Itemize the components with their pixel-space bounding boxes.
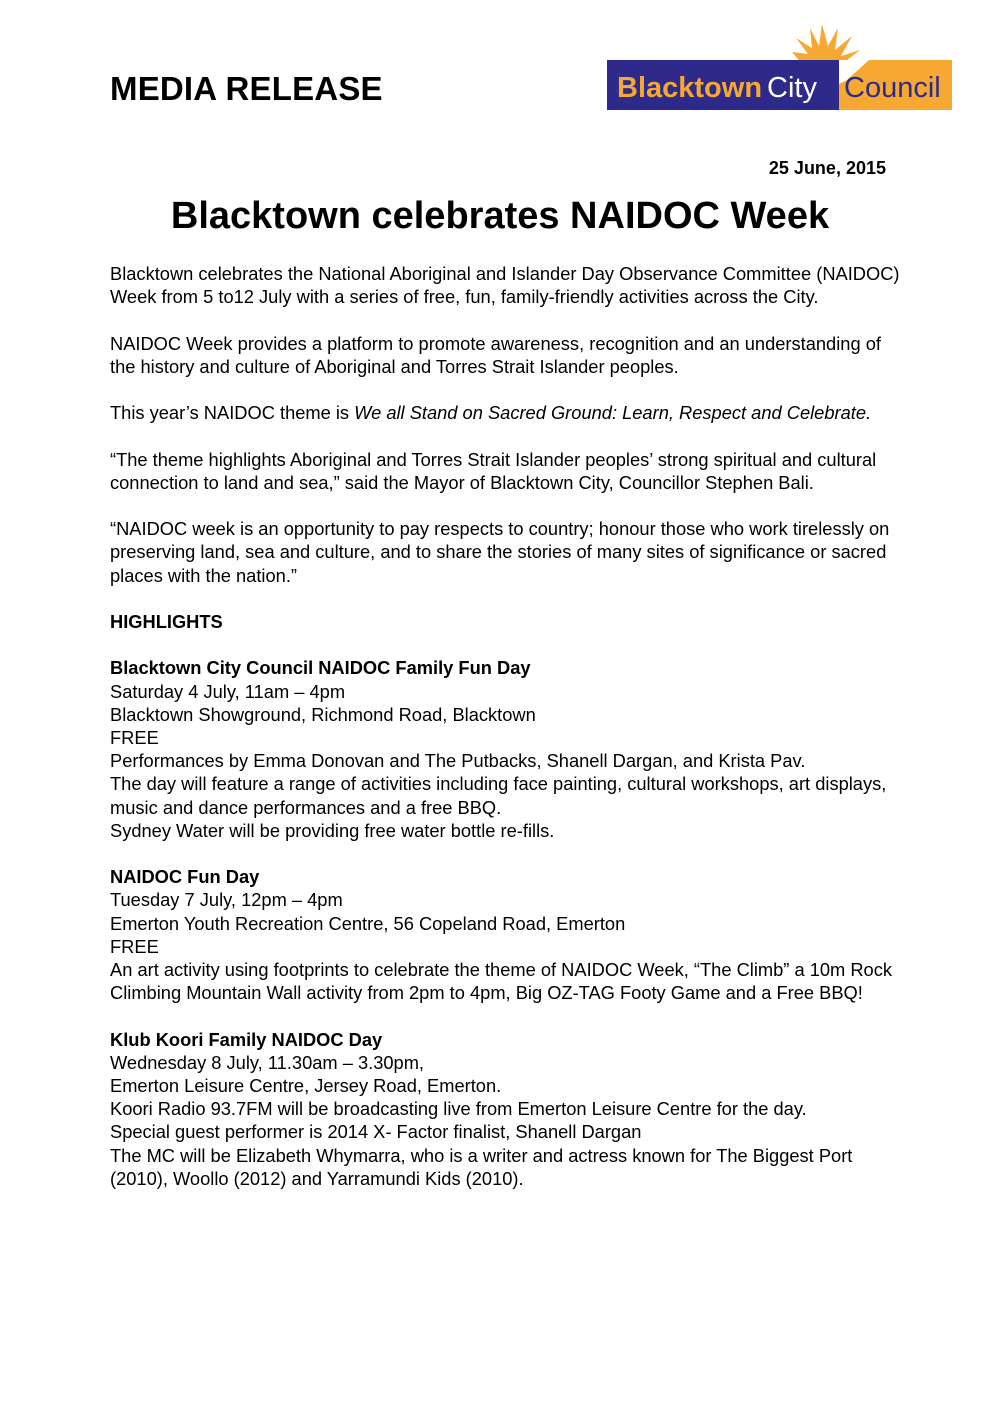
sun-star-icon — [607, 22, 952, 110]
event-title: Blacktown City Council NAIDOC Family Fun Day — [110, 657, 531, 679]
logo-word-blacktown: Blacktown — [617, 72, 763, 104]
event-datetime: Saturday 4 July, 11am – 4pm — [110, 680, 346, 702]
highlights-heading: HIGHLIGHTS — [110, 610, 223, 632]
event-detail: Sydney Water will be providing free water bottle re-fills. — [110, 819, 555, 841]
event-naidoc-fun-day — [110, 865, 900, 1004]
event-detail: The MC will be Elizabeth Whymarra, who is a writer and actress known for The Biggest Port (2010), Woollo (2012) and Yarramundi Kids (2010). — [110, 1144, 853, 1189]
mayor-quote-paragraph: “The theme highlights Aboriginal and Torres Strait Islander peoples’ strong spiritual and cultural connection to land and sea,” said the Mayor of Blacktown City, Councillor Stephen Bali. — [110, 448, 877, 493]
event-price: FREE — [110, 935, 159, 957]
naidoc-quote-paragraph: “NAIDOC week is an opportunity to pay respects to country; honour those who work tirelessly on preserving land, sea and culture, and to share the stories of many sites of significance or sacred places with the nation.” — [110, 518, 890, 586]
event-title: Klub Koori Family NAIDOC Day — [110, 1028, 383, 1050]
release-date: 25 June, 2015 — [768, 158, 886, 178]
logo-word-city: City — [767, 72, 817, 104]
event-detail: Special guest performer is 2014 X- Factor finalist, Shanell Dargan — [110, 1121, 642, 1143]
logo-word-council: Council — [844, 72, 941, 104]
event-klub-koori — [110, 1028, 900, 1190]
article-body — [110, 262, 900, 1213]
event-detail: An art activity using footprints to celebrate the theme of NAIDOC Week, “The Climb” a 10m Rock Climbing Mountain Wall activity from 2pm to 4pm, Big OZ-TAG Footy Game and a Free BBQ! — [110, 958, 893, 1004]
council-logo — [607, 22, 952, 110]
theme-suffix: . — [866, 402, 872, 424]
theme-italic: We all Stand on Sacred Ground: Learn, Respect and Celebrate — [354, 402, 867, 424]
event-detail: Koori Radio 93.7FM will be broadcasting live from Emerton Leisure Centre for the day. — [110, 1098, 807, 1120]
event-location: Blacktown Showground, Richmond Road, Blacktown — [110, 703, 536, 725]
event-family-fun-day — [110, 656, 900, 842]
page-title: Blacktown celebrates NAIDOC Week — [170, 195, 830, 237]
platform-paragraph: NAIDOC Week provides a platform to promote awareness, recognition and an understanding of the history and culture of Aboriginal and Torres Strait Islander peoples. — [110, 332, 881, 377]
media-release-heading: MEDIA RELEASE — [110, 70, 383, 107]
event-detail: The day will feature a range of activities including face painting, cultural workshops, art displays, music and dance performances and a free BBQ. — [110, 773, 887, 818]
event-location: Emerton Leisure Centre, Jersey Road, Emerton. — [110, 1074, 502, 1096]
intro-paragraph: Blacktown celebrates the National Aboriginal and Islander Day Observance Committee (NAIDOC) Week from 5 to12 July with a series of free, fun, family-friendly activities across the City. — [110, 263, 900, 308]
event-detail: Performances by Emma Donovan and The Putbacks, Shanell Dargan, and Krista Pav. — [110, 750, 806, 772]
event-datetime: Wednesday 8 July, 11.30am – 3.30pm, — [110, 1051, 425, 1073]
event-price: FREE — [110, 726, 159, 748]
event-title: NAIDOC Fun Day — [110, 866, 260, 888]
event-location: Emerton Youth Recreation Centre, 56 Copeland Road, Emerton — [110, 912, 626, 934]
theme-paragraph — [110, 401, 900, 424]
theme-prefix: This year’s NAIDOC theme is — [110, 402, 355, 424]
event-datetime: Tuesday 7 July, 12pm – 4pm — [110, 889, 343, 911]
